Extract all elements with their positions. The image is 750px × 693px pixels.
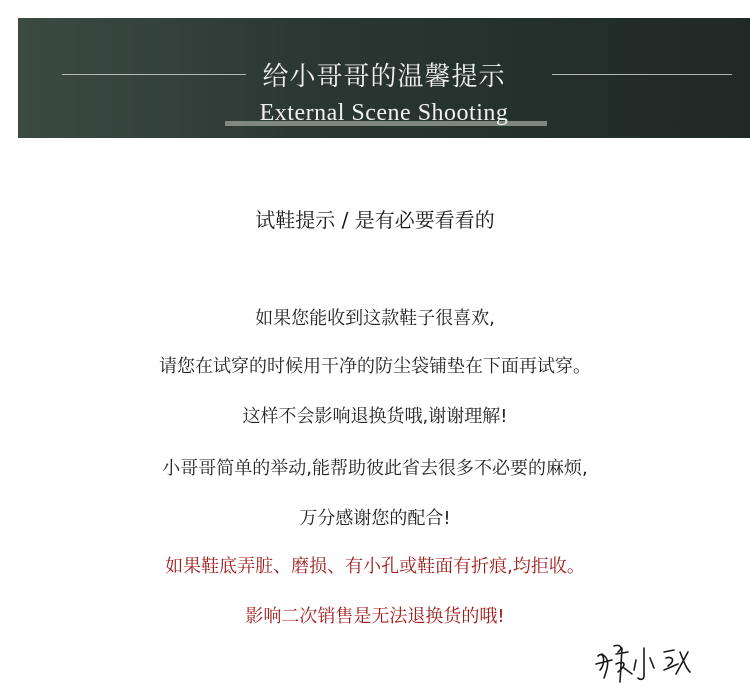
body-line: 万分感谢您的配合! [299, 508, 451, 529]
body-line: 如果您能收到这款鞋子很喜欢, [255, 308, 495, 329]
warning-line: 如果鞋底弄脏、磨损、有小孔或鞋面有折痕,均拒收。 [165, 556, 585, 577]
banner-subtitle: External Scene Shooting [259, 100, 509, 126]
header-banner [18, 18, 750, 138]
body-line: 这样不会影响退换货哦,谢谢理解! [242, 406, 508, 427]
body-line: 请您在试穿的时候用干净的防尘袋铺垫在下面再试穿。 [159, 356, 591, 377]
banner-title: 给小哥哥的温馨提示 [262, 62, 506, 92]
body-line: 小哥哥简单的举动,能帮助彼此省去很多不必要的麻烦, [162, 458, 588, 479]
handwritten-signature [594, 634, 694, 686]
warning-line: 影响二次销售是无法退换货的哦! [245, 606, 505, 627]
section-heading: 试鞋提示 / 是有必要看看的 [255, 208, 495, 232]
